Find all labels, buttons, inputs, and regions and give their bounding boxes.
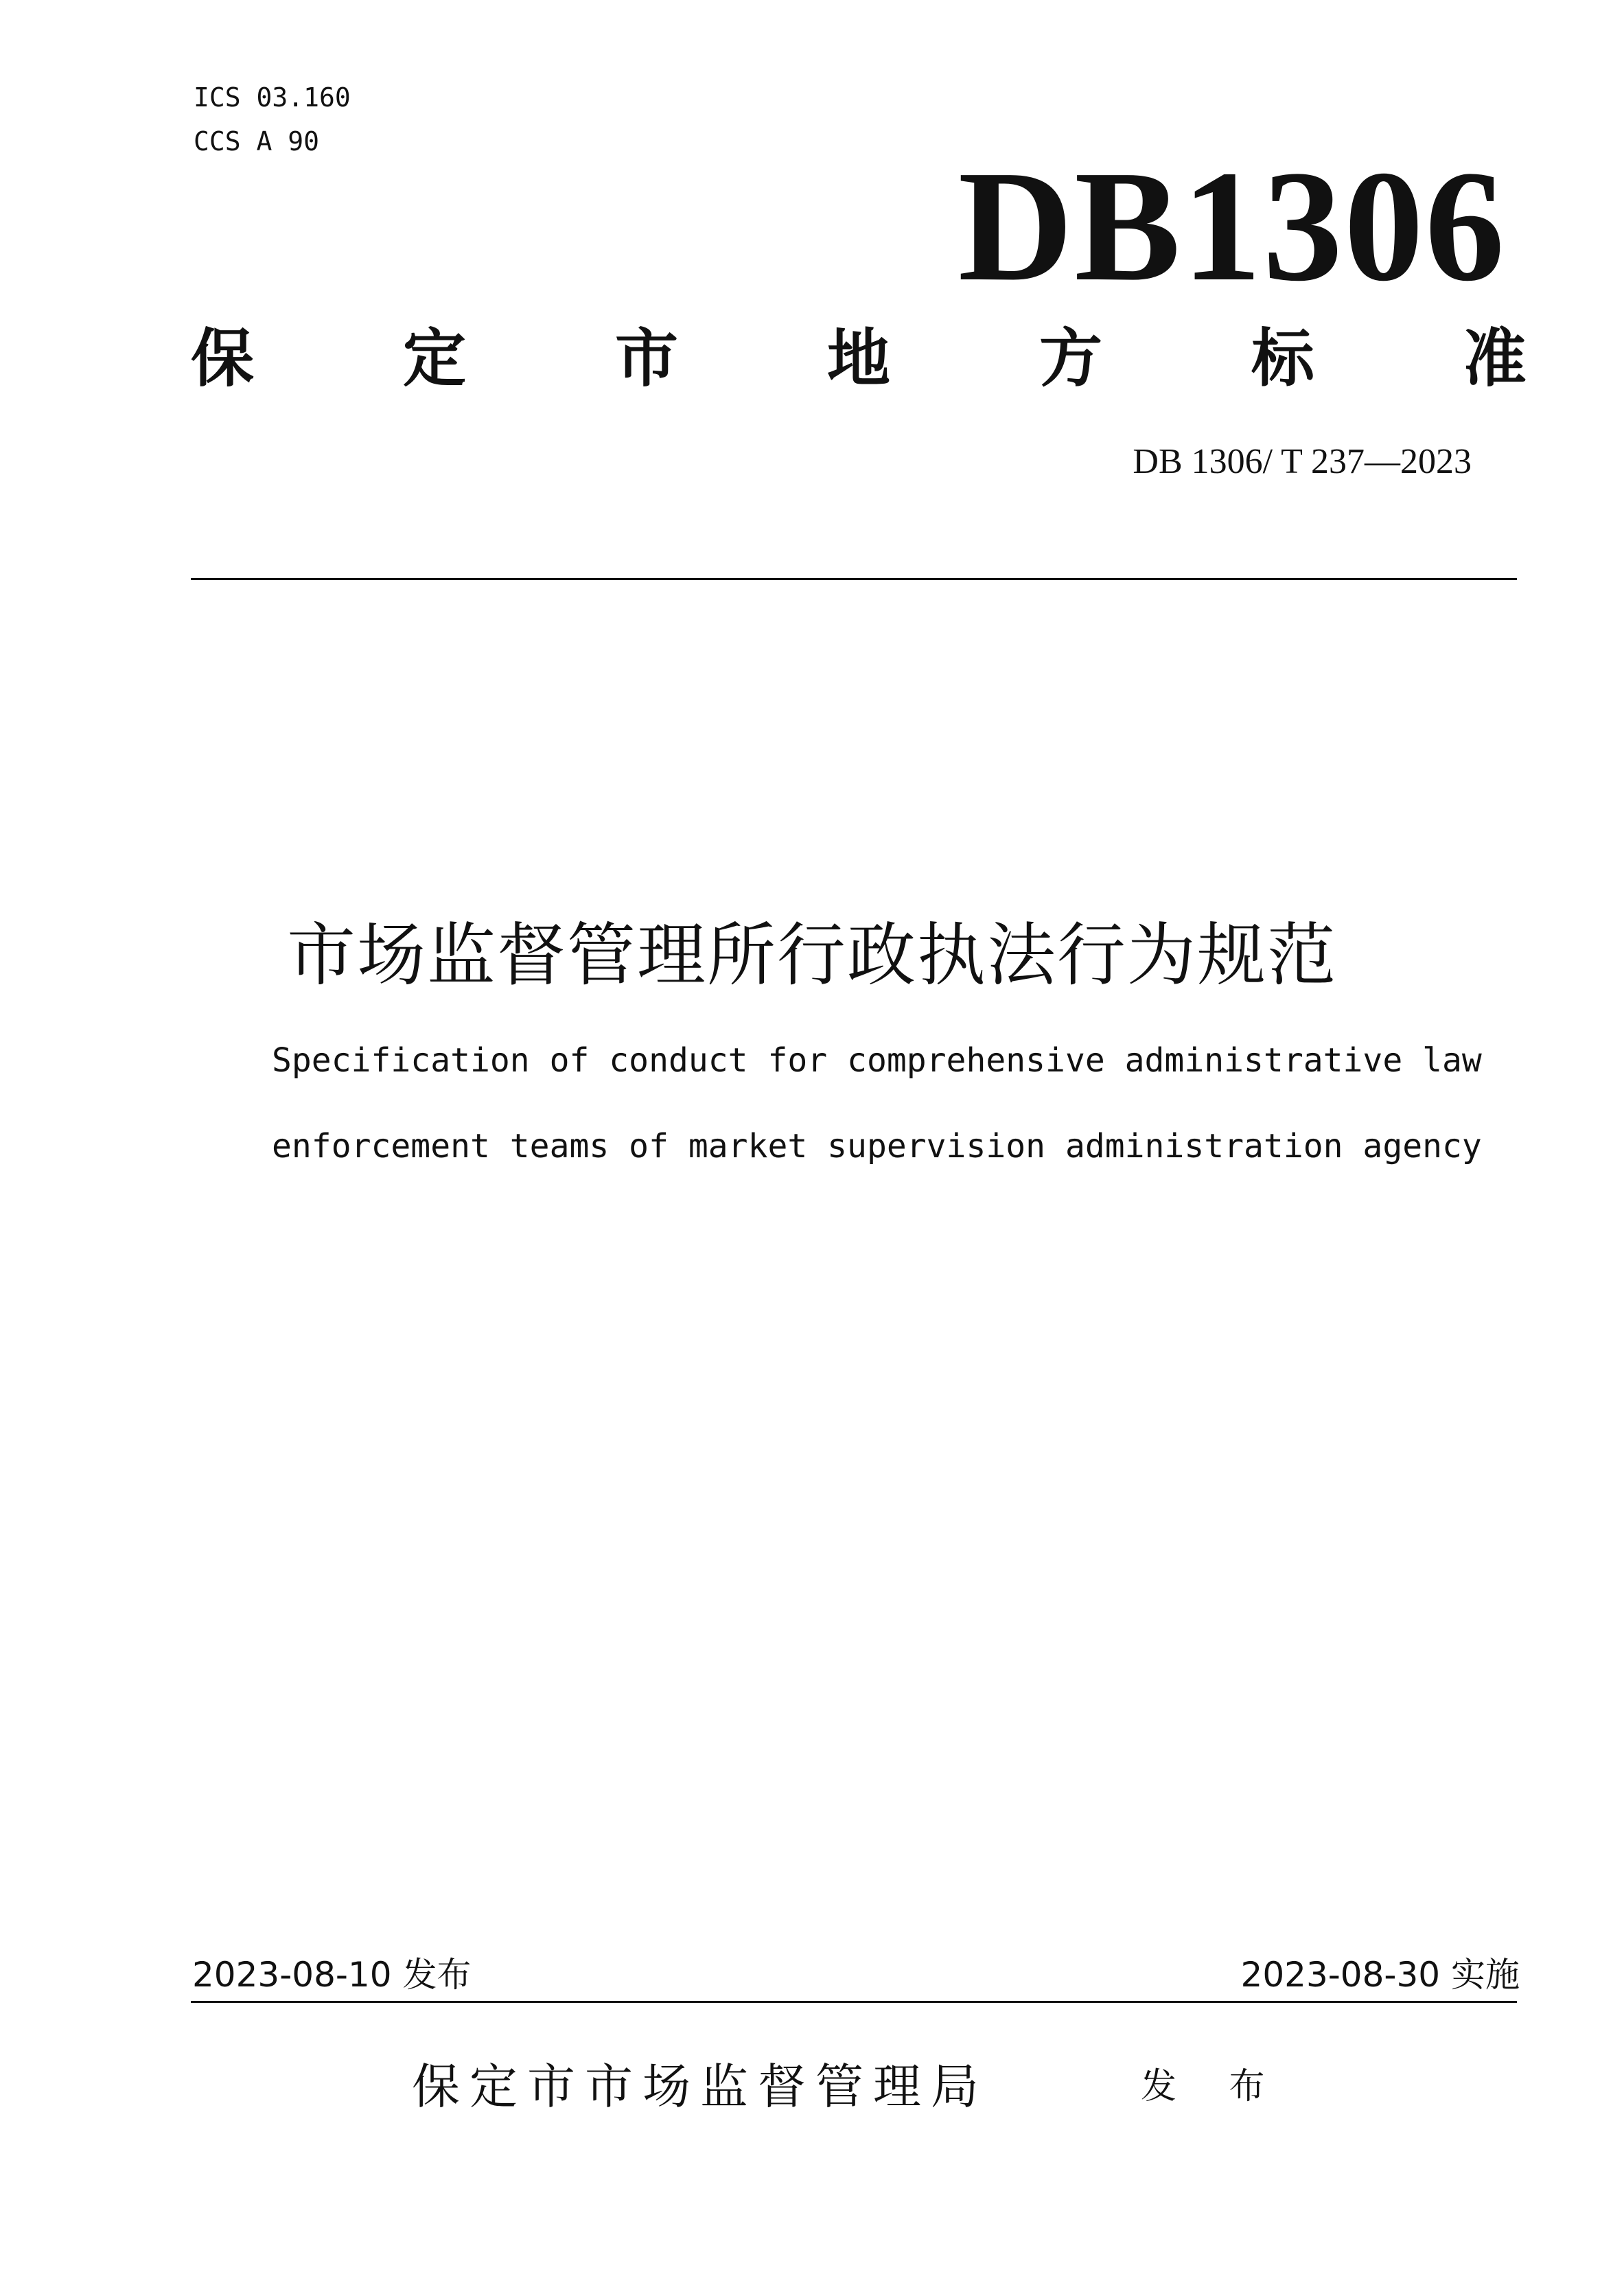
english-title-line-1: Specification of conduct for comprehensive administrative law: [272, 1041, 1482, 1080]
publisher-name: 保定市市场监督管理局: [412, 2059, 988, 2115]
issue-date: 2023-08-10 发布: [192, 1955, 472, 1995]
ccs-code: CCS A 90: [194, 126, 320, 156]
standard-type-char: 定: [402, 322, 466, 395]
standard-type-char: 地: [826, 322, 890, 395]
standard-type-char: 保: [191, 322, 255, 395]
top-divider: [191, 578, 1517, 580]
english-title-line-2: enforcement teams of market supervision administration agency: [272, 1127, 1482, 1166]
chinese-title: 市场监督管理所行政执法行为规范: [287, 915, 1337, 995]
standard-type-char: 准: [1463, 322, 1527, 395]
standard-type-heading: [191, 321, 1527, 397]
standard-type-char: 标: [1251, 322, 1314, 395]
ics-code: ICS 03.160: [194, 82, 351, 113]
bottom-divider: [191, 2001, 1517, 2003]
publish-label: 发 布: [1141, 2066, 1286, 2107]
standard-type-char: 方: [1039, 322, 1102, 395]
standard-code-heading: DB1306: [958, 138, 1506, 314]
standard-number: DB 1306/ T 237—2023: [1133, 442, 1472, 481]
implementation-date: 2023-08-30 实施: [1240, 1955, 1520, 1995]
standard-type-char: 市: [614, 322, 678, 395]
